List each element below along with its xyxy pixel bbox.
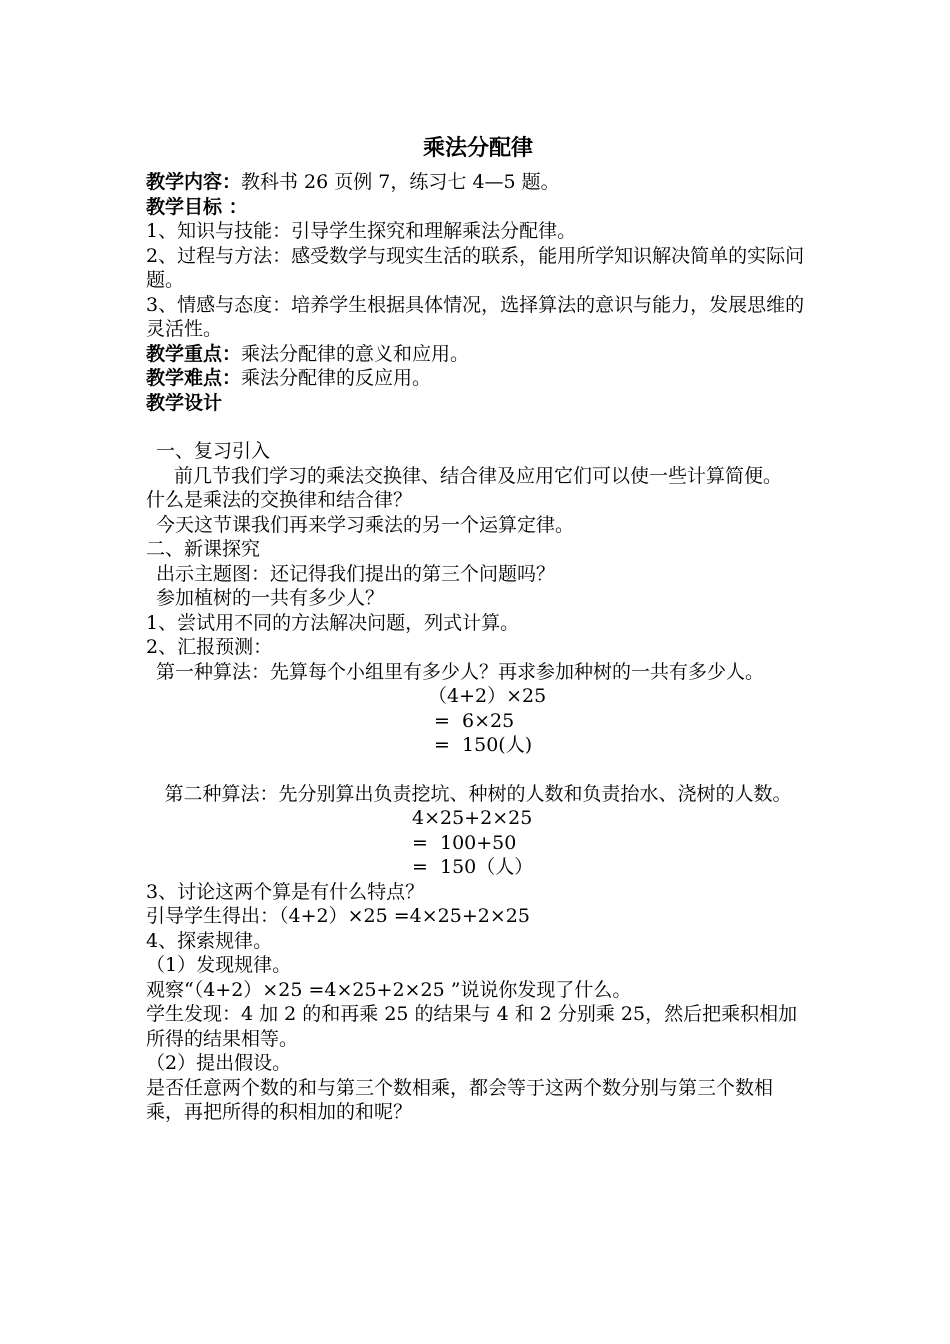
content-line [146, 170, 810, 195]
section1-today: 今天这节课我们再来学习乘法的另一个运算定律。 [156, 513, 575, 536]
spacer [146, 415, 810, 439]
section2-ask: 参加植树的一共有多少人？ [156, 587, 385, 609]
section1-intro: 前几节我们学习的乘法交换律、结合律及应用它们可以使一些计算简便。 [173, 464, 782, 487]
section2-step2: 2、汇报预测： [146, 636, 273, 658]
key-point-line [146, 342, 810, 367]
spacer [146, 758, 810, 782]
section2-step1: 1、尝试用不同的方法解决问题，列式计算。 [146, 611, 520, 634]
section2-guide: 引导学生得出：（4+2）×25 =4×25+2×25 [146, 905, 530, 927]
method2-formula-line-1: 4×25+2×25 [412, 807, 533, 829]
section1-question: 什么是乘法的交换律和结合律？ [146, 489, 413, 511]
section1-heading: 一、复习引入 [156, 440, 271, 462]
design-heading: 教学设计 [146, 391, 223, 414]
section2-sub2: （2）提出假设。 [146, 1052, 292, 1074]
section2-step3: 3、讨论这两个算是有什么特点？ [146, 880, 425, 903]
method2-formula-line-3: = 150（人） [412, 856, 534, 878]
objective-3: 3、情感与态度：培养学生根据具体情况，选择算法的意识与能力，发展思维的灵活性。 [146, 293, 805, 340]
key-point-text: 乘法分配律的意义和应用。 [241, 342, 470, 365]
method2-formula-line-2: = 100+50 [412, 831, 517, 854]
method1-text: 第一种算法：先算每个小组里有多少人？再求参加种树的一共有多少人。 [156, 660, 765, 683]
method1-formula-line-3: = 150(人) [428, 734, 533, 756]
section2-discover: 学生发现：4 加 2 的和再乘 25 的结果与 4 和 2 分别乘 25，然后把乘积相加所得的结果相等。 [146, 1003, 798, 1050]
difficulty-label: 教学难点： [146, 367, 242, 389]
section2-observe: 观察“（4+2）×25 =4×25+2×25 ”说说你发现了什么。 [146, 978, 632, 1001]
section2-heading: 二、新课探究 [146, 538, 261, 560]
section2-show: 出示主题图：还记得我们提出的第三个问题吗？ [156, 562, 556, 585]
method2-text: 第二种算法：先分别算出负责挖坑、种树的人数和负责抬水、浇树的人数。 [164, 782, 792, 805]
section2-step4: 4、探索规律。 [146, 929, 273, 952]
objective-2: 2、过程与方法：感受数学与现实生活的联系，能用所学知识解决简单的实际问题。 [146, 244, 805, 291]
document-title: 乘法分配律 [422, 136, 533, 161]
method1-formula-line-1: （4+2）×25 [428, 685, 547, 707]
objectives-heading: 教学目标 ： [146, 195, 248, 218]
difficulty-line [146, 366, 810, 391]
section2-sub1: （1）发现规律。 [146, 954, 292, 976]
difficulty-text: 乘法分配律的反应用。 [241, 367, 432, 389]
document-page [146, 132, 810, 1125]
section2-hypothesis: 是否任意两个数的和与第三个数相乘，都会等于这两个数分别与第三个数相乘，再把所得的积相加的和呢？ [146, 1076, 774, 1123]
method1-formula-line-2: = 6×25 [428, 709, 515, 732]
key-point-label: 教学重点： [146, 342, 242, 365]
content-label: 教学内容： [146, 171, 242, 193]
content-text: 教科书 26 页例 7，练习七 4—5 题。 [241, 171, 560, 193]
objective-1: 1、知识与技能：引导学生探究和理解乘法分配律。 [146, 220, 577, 242]
